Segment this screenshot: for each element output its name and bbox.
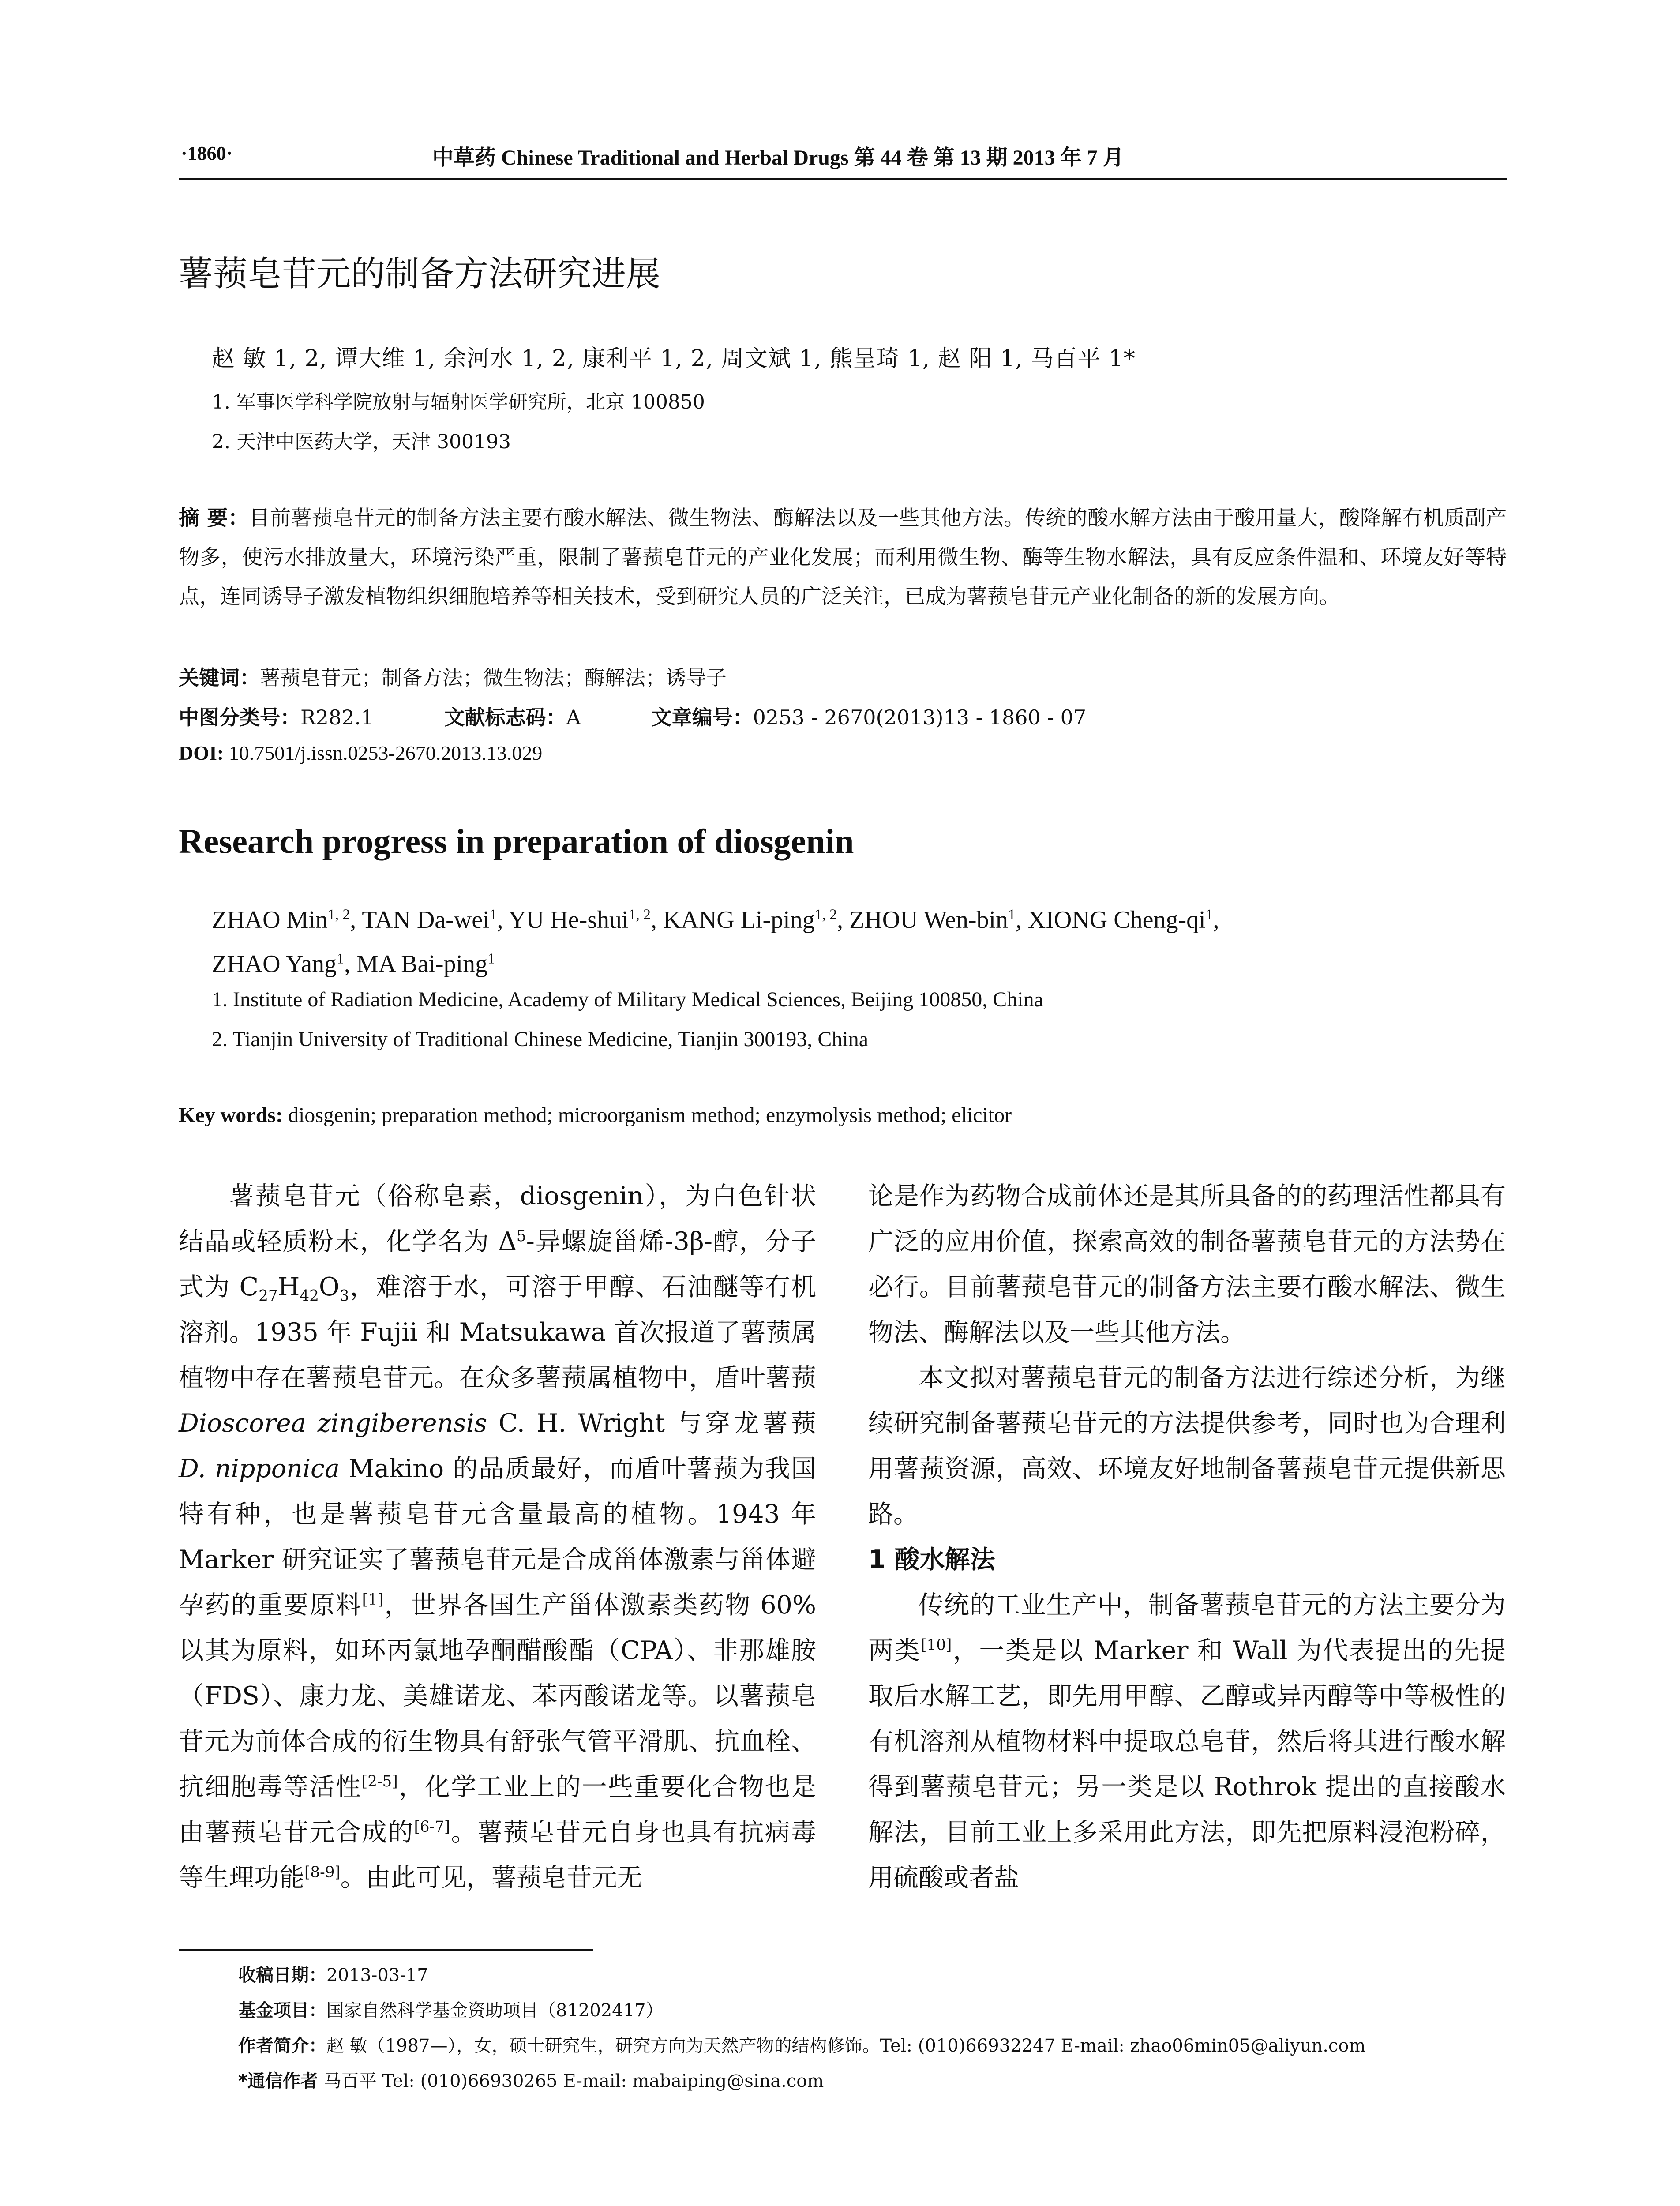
body-paragraph: 本文拟对薯蓣皂苷元的制备方法进行综述分析，为继续研究制备薯蓣皂苷元的方法提供参考，同时也为合理利用薯蓣资源，高效、环境友好地制备薯蓣皂苷元提供新思路。 <box>868 1363 1506 1529</box>
doi-label: DOI: <box>179 742 224 764</box>
article-title-cn: 薯蓣皂苷元的制备方法研究进展 <box>179 254 661 294</box>
footnote-author-bio: 作者简介：赵 敏（1987—），女，硕士研究生，研究方向为天然产物的结构修饰。Tel: (010)66932247 E-mail: zhao06min05@aliyun.com <box>238 2036 1366 2056</box>
affiliation-cn-2: 2. 天津中医药大学，天津 300193 <box>212 431 511 453</box>
doi-line <box>179 741 542 765</box>
footnote-rule <box>179 1949 593 1951</box>
keywords-cn <box>179 662 727 691</box>
authors-en: ZHAO Min$^{1, 2}$, TAN Da-wei$^1$, YU He-shui$^{1, 2}$, KANG Li-ping$^{1, 2}$, ZHOU Wen-bin$^1$, XIONG Cheng-$qi^1$, ZHAO Yang$^1$, MA Bai-ping$^1$ <box>212 906 1219 978</box>
keywords-en-text: diosgenin; preparation method; microorganism method; enzymolysis method; elicitor <box>288 1103 1012 1127</box>
body-column-left <box>179 1174 816 1901</box>
authors-cn: 赵 敏 1, 2, 谭大维 1, 余河水 1, 2, 康利平 1, 2, 周文斌 1, 熊呈琦 1, 赵 阳 1, 马百平 1* <box>212 345 1136 372</box>
journal-header: 中草药 Chinese Traditional and Herbal Drugs 第 44 卷 第 13 期 2013 年 7 月 <box>432 146 1124 169</box>
doc-code-value: A <box>566 705 581 729</box>
footnote-corresponding: *通信作者 马百平 Tel: (010)66930265 E-mail: mabaiping@sina.com <box>238 2071 824 2091</box>
clc-label: 中图分类号： <box>179 705 300 729</box>
header-rule <box>179 178 1507 180</box>
keywords-en <box>179 1103 1012 1127</box>
affiliation-cn-1: 1. 军事医学科学院放射与辐射医学研究所，北京 100850 <box>212 391 705 413</box>
section-heading: 1 酸水解法 <box>868 1545 995 1574</box>
footnote-received: 收稿日期：2013-03-17 <box>238 1965 428 1985</box>
keywords-cn-text: 薯蓣皂苷元；制备方法；微生物法；酶解法；诱导子 <box>260 666 727 690</box>
page-number: ·1860· <box>181 143 233 164</box>
abstract-cn <box>179 499 1507 616</box>
abstract-text: 目前薯蓣皂苷元的制备方法主要有酸水解法、微生物法、酶解法以及一些其他方法。传统的酸水解方法由于酸用量大，酸降解有机质副产物多，使污水排放量大，环境污染严重，限制了薯蓣皂苷元的产业化发展；而利用微生物、酶等生物水解法，具有反应条件温和、环境友好等特点，连同诱导子激发植物组织细胞培养等相关技术，受到研究人员的广泛关注，已成为薯蓣皂苷元产业化制备的新的发展方向。 <box>179 506 1507 609</box>
doc-code-label: 文献标志码： <box>444 705 566 729</box>
body-column-right <box>868 1174 1506 1901</box>
doi-value[interactable]: 10.7501/j.issn.0253-2670.2013.13.029 <box>229 742 543 764</box>
affiliation-en-2: 2. Tianjin University of Traditional Chinese Medicine, Tianjin 300193, China <box>212 1028 869 1051</box>
body-paragraph: 薯蓣皂苷元（俗称皂素，diosgenin），为白色针状结晶或轻质粉末，化学名为 $\Delta^5-$异螺旋甾烯-3β-醇，分子式为 $C_{27}H_{42}O_3$，难溶于水，可溶于甲醇、石油醚等有机溶剂。1935 年 Fujii 和 Matsukawa 首次报道了薯蓣属植物中存在薯蓣皂苷元。在众多薯蓣属植物中，盾叶薯蓣 Dioscorea zingiberensis C. H. Wright 与穿龙薯蓣 D. nipponica Makino 的品质最好，而盾叶薯蓣为我国特有种，也是薯蓣皂苷元含量最高的植物。1943 年 Marker 研究证实了薯蓣皂苷元是合成甾体激素与甾体避孕药的重要原料[1]，世界各国生产甾体激素类药物 60%以其为原料，如环丙氯地孕酮醋酸酯（CPA）、非那雄胺（FDS）、康力龙、美雄诺龙、苯丙酸诺龙等。以薯蓣皂苷元为前体合成的衍生物具有舒张气管平滑肌、抗血栓、抗细胞毒等活性[2-5]，化学工业上的一些重要化合物也是由薯蓣皂苷元合成的[6-7]。薯蓣皂苷元自身也具有抗病毒等生理功能[8-9]。由此可见，薯蓣皂苷元无 <box>179 1182 817 1892</box>
article-number-value: 0253 - 2670(2013)13 - 1860 - 07 <box>753 705 1087 729</box>
classification-line <box>179 702 1086 731</box>
body-paragraph: 传统的工业生产中，制备薯蓣皂苷元的方法主要分为两类[10]，一类是以 Marker 和 Wall 为代表提出的先提取后水解工艺，即先用甲醇、乙醇或异丙醇等中等极性的有机溶剂从植物材料中提取总皂苷，然后将其进行酸水解得到薯蓣皂苷元；另一类是以 Rothrok 提出的直接酸水解法，目前工业上多采用此方法，即先把原料浸泡粉碎，用硫酸或者盐 <box>868 1591 1506 1892</box>
footnote-funding: 基金项目：国家自然科学基金资助项目（81202417） <box>238 2000 664 2021</box>
abstract-label: 摘 要： <box>179 506 249 530</box>
body-paragraph: 论是作为药物合成前体还是其所具备的的药理活性都具有广泛的应用价值，探索高效的制备薯蓣皂苷元的方法势在必行。目前薯蓣皂苷元的制备方法主要有酸水解法、微生物法、酶解法以及一些其他方法。 <box>868 1182 1506 1347</box>
keywords-cn-label: 关键词： <box>179 666 260 690</box>
article-number-label: 文章编号： <box>651 705 753 729</box>
article-title-en: Research progress in preparation of diosgenin <box>179 822 854 860</box>
affiliation-en-1: 1. Institute of Radiation Medicine, Academy of Military Medical Sciences, Beijing 100850, China <box>212 988 1043 1011</box>
keywords-en-label: Key words: <box>179 1103 283 1127</box>
clc-value: R282.1 <box>300 705 374 729</box>
